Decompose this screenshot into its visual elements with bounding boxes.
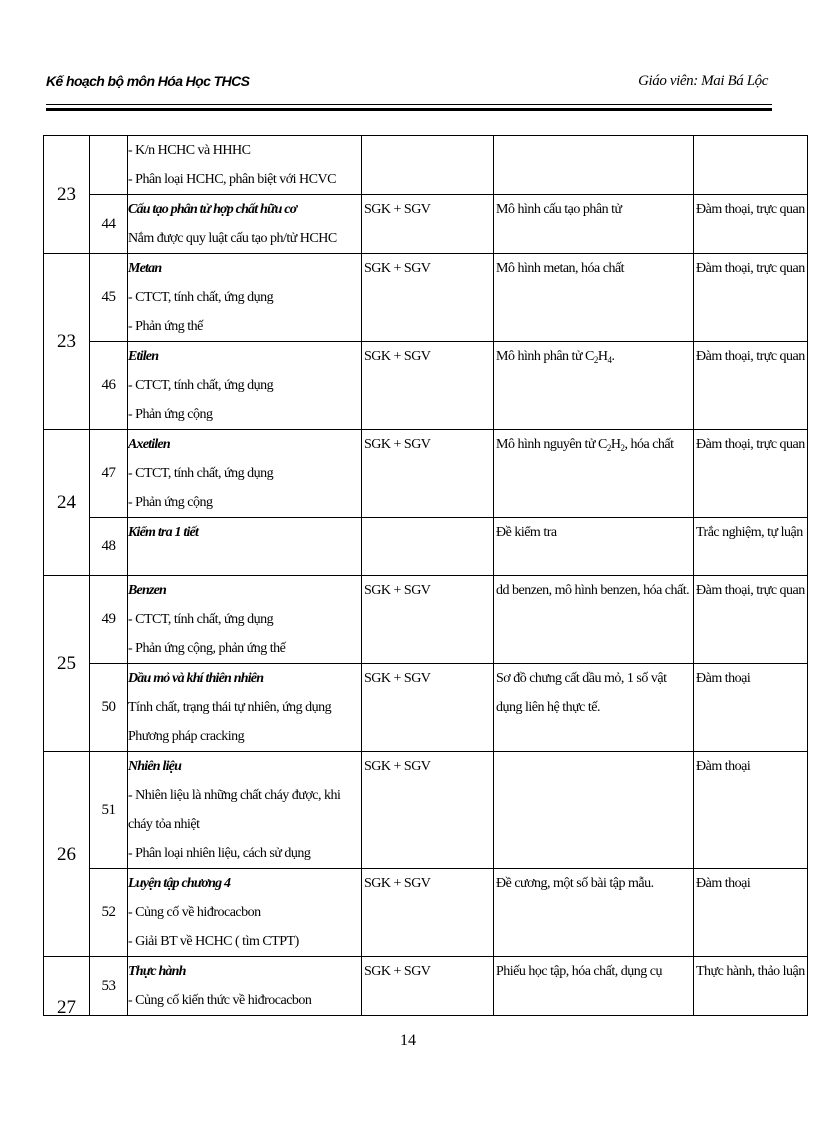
lesson-title: Benzen — [128, 583, 166, 598]
equipment-cell: Phiếu học tập, hóa chất, dụng cụ — [494, 957, 694, 1016]
content-line: - Phân loại HCHC, phân biệt với HCVC — [128, 172, 336, 187]
method-cell: Thực hành, thảo luận — [694, 957, 808, 1016]
header-left-title: Kế hoạch bộ môn Hóa Học THCS — [46, 73, 250, 89]
content-line: Tính chất, trạng thái tự nhiên, ứng dụng — [128, 700, 332, 715]
subscript: 2 — [620, 443, 625, 453]
period-cell: 46 — [90, 342, 128, 430]
equipment-cell: Đề cương, một số bài tập mẫu. — [494, 869, 694, 957]
materials-cell: SGK + SGV — [362, 664, 494, 752]
table-row — [44, 752, 808, 869]
week-cell: 23 — [44, 254, 90, 430]
materials-cell: SGK + SGV — [362, 342, 494, 430]
equipment-cell: Mô hình cấu tạo phân tử — [494, 195, 694, 254]
lesson-title: Thực hành — [128, 964, 186, 979]
formula-text: . — [611, 349, 615, 364]
formula-text: , hóa chất — [624, 437, 674, 452]
method-cell: Đàm thoại, trực quan — [694, 195, 808, 254]
period-cell: 49 — [90, 576, 128, 664]
materials-cell: SGK + SGV — [362, 254, 494, 342]
content-line: Nắm được quy luật cấu tạo ph/tử HCHC — [128, 231, 337, 246]
content-cell — [128, 136, 362, 195]
period-cell: 45 — [90, 254, 128, 342]
lesson-title: Luyện tập chương 4 — [128, 876, 231, 891]
page-number: 14 — [400, 1032, 416, 1049]
lesson-title: Dầu mỏ và khí thiên nhiên — [128, 671, 264, 686]
lesson-title: Axetilen — [128, 437, 170, 452]
period-cell: 51 — [90, 752, 128, 869]
method-cell: Đàm thoại — [694, 869, 808, 957]
content-line: - K/n HCHC và HHHC — [128, 143, 251, 158]
content-line: - CTCT, tính chất, ứng dụng — [128, 612, 274, 627]
materials-cell: SGK + SGV — [362, 430, 494, 518]
equipment-cell — [494, 664, 694, 752]
header-rule-thin — [46, 104, 772, 105]
table-row — [44, 430, 808, 518]
equipment-cell: dd benzen, mô hình benzen, hóa chất. — [494, 576, 694, 664]
method-cell: Đàm thoại, trực quan — [694, 342, 808, 430]
table-row — [44, 136, 808, 195]
content-line: - Phân loại nhiên liệu, cách sử dụng — [128, 846, 311, 861]
materials-cell — [362, 136, 494, 195]
lesson-title: Kiểm tra 1 tiết — [128, 525, 199, 540]
method-cell — [694, 136, 808, 195]
materials-cell: SGK + SGV — [362, 957, 494, 1016]
table-row — [44, 342, 808, 430]
lesson-plan-table — [43, 135, 808, 1016]
content-line: - CTCT, tính chất, ứng dụng — [128, 466, 274, 481]
method-cell: Đàm thoại — [694, 664, 808, 752]
content-line: - Giải BT về HCHC ( tìm CTPT) — [128, 934, 299, 949]
content-cell — [128, 195, 362, 254]
table-row — [44, 869, 808, 957]
lesson-title: Nhiên liệu — [128, 759, 182, 774]
equipment-cell — [494, 342, 694, 430]
content-cell — [128, 957, 362, 1016]
materials-cell: SGK + SGV — [362, 576, 494, 664]
period-cell: 50 — [90, 664, 128, 752]
week-cell: 23 — [44, 136, 90, 254]
table-row — [44, 957, 808, 1016]
content-line: - Phản ứng cộng, phản ứng thế — [128, 641, 286, 656]
period-cell — [90, 136, 128, 195]
content-cell — [128, 430, 362, 518]
header-rule-thick — [46, 108, 772, 111]
week-cell: 26 — [44, 752, 90, 957]
table-row — [44, 195, 808, 254]
method-cell: Đàm thoại, trực quan — [694, 254, 808, 342]
period-cell: 44 — [90, 195, 128, 254]
subscript: 2 — [606, 443, 611, 453]
content-cell — [128, 752, 362, 869]
equipment-line: Sơ đồ chưng cất dầu mỏ, 1 số vật — [496, 671, 667, 686]
period-cell: 52 — [90, 869, 128, 957]
table-row — [44, 576, 808, 664]
table-row — [44, 664, 808, 752]
equipment-cell: Đề kiểm tra — [494, 518, 694, 576]
content-line: - Phản ứng thế — [128, 319, 203, 334]
period-cell: 48 — [90, 518, 128, 576]
content-line: - Phản ứng cộng — [128, 407, 213, 422]
equipment-cell — [494, 752, 694, 869]
method-cell: Đàm thoại, trực quan — [694, 430, 808, 518]
lesson-title: Metan — [128, 261, 162, 276]
equipment-cell — [494, 430, 694, 518]
week-cell: 24 — [44, 430, 90, 576]
materials-cell: SGK + SGV — [362, 869, 494, 957]
content-line: - Nhiên liệu là những chất cháy được, khi — [128, 788, 341, 803]
content-line: - CTCT, tính chất, ứng dụng — [128, 290, 274, 305]
formula-text: H — [610, 437, 621, 452]
content-cell — [128, 869, 362, 957]
content-line: Phương pháp cracking — [128, 729, 245, 744]
content-cell — [128, 254, 362, 342]
content-cell — [128, 342, 362, 430]
materials-cell — [362, 518, 494, 576]
table-row — [44, 254, 808, 342]
equipment-cell — [494, 136, 694, 195]
subscript: 2 — [593, 355, 598, 365]
method-cell: Trắc nghiệm, tự luận — [694, 518, 808, 576]
method-cell: Đàm thoại, trực quan — [694, 576, 808, 664]
content-line: - Củng cố kiến thức về hiđrocacbon — [128, 993, 312, 1008]
formula-text: H — [597, 349, 608, 364]
formula-text: Mô hình nguyên tử C — [496, 437, 607, 452]
period-cell: 53 — [90, 957, 128, 1016]
formula-text: Mô hình phân tử C — [496, 349, 594, 364]
equipment-line: dụng liên hệ thực tế. — [496, 700, 601, 715]
content-line: cháy tỏa nhiệt — [128, 817, 200, 832]
period-cell: 47 — [90, 430, 128, 518]
content-line: - Củng cố về hiđrocacbon — [128, 905, 261, 920]
table-row — [44, 518, 808, 576]
materials-cell: SGK + SGV — [362, 195, 494, 254]
week-cell: 25 — [44, 576, 90, 752]
content-cell — [128, 664, 362, 752]
materials-cell: SGK + SGV — [362, 752, 494, 869]
content-cell — [128, 576, 362, 664]
equipment-cell: Mô hình metan, hóa chất — [494, 254, 694, 342]
content-line: - CTCT, tính chất, ứng dụng — [128, 378, 274, 393]
header-teacher: Giáo viên: Mai Bá Lộc — [638, 73, 768, 89]
method-cell: Đàm thoại — [694, 752, 808, 869]
content-cell — [128, 518, 362, 576]
subscript: 4 — [607, 355, 612, 365]
content-line: - Phản ứng cộng — [128, 495, 213, 510]
week-cell: 27 — [44, 957, 90, 1016]
lesson-title: Etilen — [128, 349, 159, 364]
lesson-title: Cấu tạo phân tử hợp chất hữu cơ — [128, 202, 297, 217]
